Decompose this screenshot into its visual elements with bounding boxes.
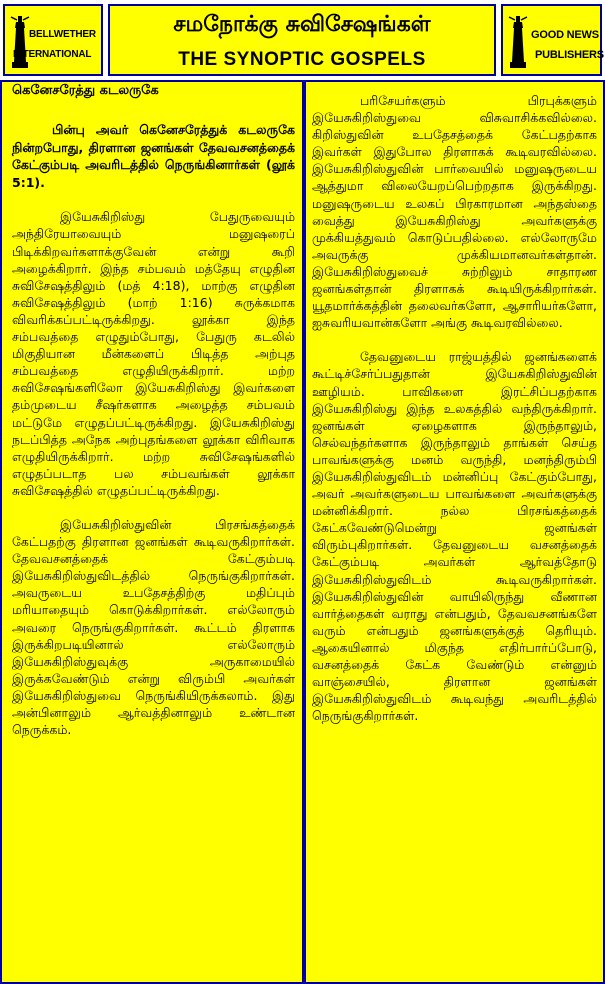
page-title-tamil: சமநோக்கு சுவிசேஷங்கள் — [173, 12, 431, 37]
publisher-logo-right — [501, 4, 602, 76]
left-column — [12, 82, 295, 738]
title-box — [108, 4, 496, 76]
left-paragraph-1: இயேசுகிறிஸ்து பேதுருவையும் அந்திரேயாவையும் மனுஷரைப் பிடிக்கிறவர்களாக்குவேன் என்று கூறி அழைக்கிறார். இந்த சம்பவம் மத்தேயு எழுதின சுவிசேஷத்திலும் (மத் 4:18), மாற்கு எழுதின சுவிசேஷத்திலும் (மாற் 1:16) சுருக்கமாக விவரிக்கப்பட்டிருக்கிறது. லூக்கா இந்த சம்பவத்தை எழுதும்போது, பேதுரு கடலில் மிகுதியான மீன்களைப் பிடித்த அற்புத சம்பவத்தை எழுதியிருக்கிறார். மற்ற சுவிசேஷங்களிலோ இயேசுகிறிஸ்து இவர்களை தம்முடைய சீஷர்களாக அழைத்த சம்பவம் மட்டுமே எழுதப்பட்டிருக்கிறது. இயேசுகிறிஸ்து நடப்பித்த அநேக அற்புதங்களை லூக்கா விரிவாக எழுதியிருக்கிறார். மற்ற சுவிசேஷங்களில் எழுதப்படாத பல சம்பவங்கள் லூக்கா சுவிசேஷத்தில் எழுதப்பட்டிருக்கிறது. — [12, 209, 295, 498]
spacer — [312, 331, 597, 348]
logo-right-line1: GOOD NEWS — [531, 29, 599, 41]
lighthouse-icon — [507, 14, 529, 70]
column-divider — [302, 82, 306, 982]
logo-left-line2: INTERNATIONAL — [13, 49, 92, 60]
spacer — [12, 191, 295, 208]
bellwether-logo — [9, 14, 99, 70]
good-news-logo — [507, 14, 604, 70]
header — [0, 0, 605, 80]
right-paragraph-1: பரிசேயர்களும் பிரபுக்களும் இயேசுகிறிஸ்துவை விசுவாசிக்கவில்லை. கிறிஸ்துவின் உபதேசத்தைக் கேட்பதற்காக இவர்கள் இதுபோல திரளாகக் கூடிவரவில்லை. இயேசுகிறிஸ்துவின் பார்வையில் மனுஷருடைய ஆத்துமா விலையேறப்பெற்றதாக இருக்கிறது. மனுஷருடைய உலகப் பிரகாரமான அந்தஸ்தை வைத்து இயேசுகிறிஸ்து அவர்களுக்கு முக்கியத்துவம் கொடுப்பதில்லை. எல்லோருமே அவருக்கு முக்கியமானவர்கள்தான். இயேசுகிறிஸ்துவைச் சுற்றிலும் சாதாரண ஜனங்கள்தான் திரளாகக் கூடியிருக்கிறார்கள். யூதமார்க்கத்தின் தலைவர்களோ, ஆசாரியர்களோ, ஐசுவரியவான்களோ அங்கு கூடிவரவில்லை. — [312, 93, 597, 331]
right-column — [312, 82, 597, 724]
right-paragraph-2: தேவனுடைய ராஜ்யத்தில் ஜனங்களைக் கூட்டிச்சேர்ப்பதுதான் இயேசுகிறிஸ்துவின் ஊழியம். பாவிகளை இரட்சிப்பதற்காக இயேசுகிறிஸ்து இந்த உலகத்தில் வந்திருக்கிறார். ஜனங்கள் ஏழைகளாக இருந்தாலும், செல்வந்தர்களாக இருந்தாலும் தாங்கள் செய்த பாவங்களுக்கு மனம் வருந்தி, மனந்திரும்பி இயேசுகிறிஸ்துவிடம் மன்னிப்பு கேட்கும்போது, அவர் அவர்களுடைய பாவங்களை அவர்களுக்கு மன்னிக்கிறார். நல்ல பிரசங்கத்தைக் கேட்கவேண்டுமென்று ஜனங்கள் விரும்புகிறார்கள். தேவனுடைய வசனத்தைக் கேட்கும்படி அவர்கள் ஆர்வத்தோடு இயேசுகிறிஸ்துவிடம் கூடிவருகிறார்கள். இயேசுகிறிஸ்துவின் வாயிலிருந்து வீணான வார்த்தைகள் வராது என்பதும், தேவவசனங்களே வரும் என்பதும் ஜனங்களுக்குத் தெரியும். ஆகையினால் மிகுந்த எதிர்பார்ப்போடு, வசனத்தைக் கேட்க வேண்டும் என்னும் வாஞ்சையில், திரளான ஜனங்கள் இயேசுகிறிஸ்துவிடம் கூடிவந்து அவரிடத்தில் நெருங்குகிறார்கள். — [312, 349, 597, 724]
logo-right-line2: PUBLISHERS — [535, 49, 604, 61]
publisher-logo-left — [3, 4, 103, 76]
scripture-quote: பின்பு அவர் கெனேசரேத்துக் கடலருகே நின்றபோது, திரளான ஜனங்கள் தேவவசனத்தைக் கேட்கும்படி அவரிடத்தில் நெருங்கினார்கள் (லூக் 5:1). — [12, 122, 295, 190]
section-title: கெனேசரேத்து கடலருகே — [12, 83, 159, 98]
page-title-english: THE SYNOPTIC GOSPELS — [178, 49, 426, 70]
spacer — [12, 499, 295, 516]
logo-left-line1: BELLWETHER — [29, 29, 96, 40]
content-area — [0, 80, 605, 984]
left-paragraph-2: இயேசுகிறிஸ்துவின் பிரசங்கத்தைக் கேட்பதற்கு திரளான ஜனங்கள் கூடிவருகிறார்கள். தேவவசனத்தைக் கேட்கும்படி இயேசுகிறிஸ்துவிடத்தில் நெருங்குகிறார்கள். அவருடைய உபதேசத்திற்கு மதிப்பும் மரியாதையும் கொடுக்கிறார்கள். எல்லோரும் அவரை நெருங்குகிறார்கள். கூட்டம் திரளாக இருக்கிறபடியினால் எல்லோரும் இயேசுகிறிஸ்துவுக்கு அருகாமையில் இருக்கவேண்டும் என்று விரும்பி அவர்கள் இயேசுகிறிஸ்துவை நெருங்கியிருக்கலாம். இது அன்பினாலும் ஆர்வத்தினாலும் உண்டான நெருக்கம். — [12, 516, 295, 738]
